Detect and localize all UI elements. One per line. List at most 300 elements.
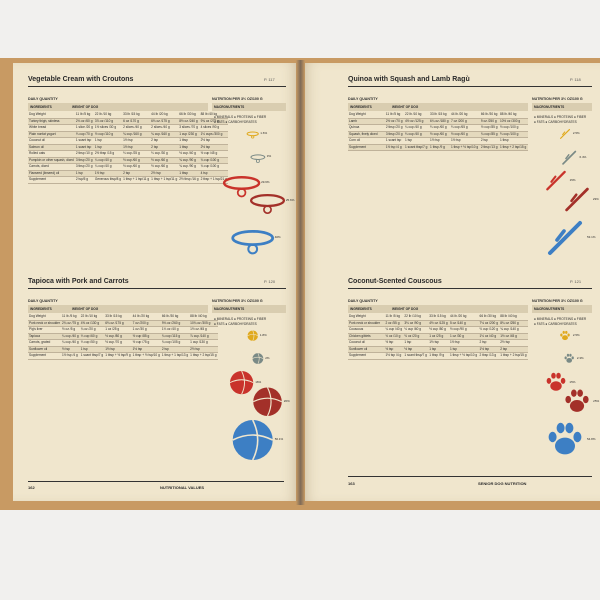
daily-quantity-label: DAILY QUANTITY [28,97,58,101]
macro-mark-fiber [547,373,566,391]
quantity-cell: 1 tbsp + 2 tsp/15 g [189,353,217,360]
quantity-cell: 5 oz /140 g [449,320,479,327]
ingredient-name: Lamb [348,118,385,125]
quantity-cell: 33 lb /15 kg [122,112,150,118]
quantity-cell: ⅓ cup /70 g [75,131,94,138]
macronutrient-chart [532,330,592,450]
macro-mark-minerals [561,130,570,139]
quantity-cell: 4⅝ oz /130 g [80,320,105,327]
table-row [28,177,228,184]
quantity-cell: ½ cup /60 g [150,164,178,171]
macro-mark-minerals [560,331,570,340]
quantity-cell: ½ cup /80 g [428,327,449,334]
quantity-cell: 1½ slices /30 g [94,125,122,132]
quantity-cell: 2½ tsp [150,170,178,177]
quantity-cell: 1 tbsp /9 g [429,144,450,151]
quantity-cell: 1 scant tsp [75,144,94,151]
macro-mark-proteins [252,353,263,364]
quantity-cell: 1½ tsp [94,170,122,177]
quantity-cell: 9¾ oz /275 g [200,118,228,125]
quantity-cell: ½ cup /85 g [480,125,499,132]
quantity-cell: ¾ cup /100 g [200,164,228,171]
quantity-cell: 1½ tsp [122,144,150,151]
quantity-cell: 2 oz /55 g [384,320,403,327]
right-page-number: 163 [348,481,355,486]
legend-line-2: ● FATS ● CARBOHYDRATES [534,120,577,124]
quantity-cell: 1⅓ oz /40 g [161,327,189,334]
quantity-cell: 2 tsp/5 g [75,177,94,184]
legend-line-1: ● MINERALS ● PROTEINS ● FIBER [214,317,267,321]
macro-value-carbohydrates: 53.1% [587,235,596,239]
quantity-cell: 1 scant tbsp/7 g [404,144,429,151]
quantity-cell: ¼ cup /40 g [94,157,122,164]
quantity-cell: 2⅛ oz /60 g [75,118,94,125]
quantity-cell: 1½ tsp [450,138,480,145]
quantity-cell: ½ cup /70 g [104,340,131,347]
macro-value-proteins: 2.3% [576,355,584,360]
quantity-cell: 6¼ oz /180 g [429,118,450,125]
quantity-cell: 1½ tsp [449,340,479,347]
quantity-cell: 1 tbsp [499,138,528,145]
quantity-cell: 2½ tsp [189,346,217,353]
quantity-cell: ¼ cup /40 g [61,340,80,347]
weight-of-dog-header: WEIGHT OF DOG [72,105,99,109]
ingredient-name: Couscous [348,327,384,334]
quantity-cell: ½ cup /60 g [122,157,150,164]
table-row [28,353,218,360]
quantity-cell: 2 tbsp /13 g [480,144,499,151]
quantity-cell: 2½ tsp [200,138,228,145]
quantity-table [28,112,228,184]
left-footer-rule [28,481,284,482]
recipe-title: Coconut-Scented Couscous [348,278,442,285]
ingredient-name: Flaxseed (linseed) oil [28,170,75,177]
macro-value-fiber: 15% [569,379,576,384]
quantity-cell: ½ cup /60 g [150,157,178,164]
quantity-cell: 2 slices /40 g [150,125,178,132]
ingredient-name: Chicken giblets [348,333,384,340]
ingredient-name: Supplement [28,177,75,184]
quantity-cell: 66 lb /30 kg [178,112,199,118]
quantity-cell: 1 cup /130 g [189,340,217,347]
quantity-cell: 33 lb /15 kg [104,314,131,320]
quantity-cell: 1 oz /30 g [449,333,479,340]
quantity-cell: 1 tsp [404,138,429,145]
quantity-cell: ½ cup /110 g [94,131,122,138]
quantity-cell: 88 lb /40 kg [189,314,217,320]
ingredient-name: Corn oil [348,138,385,145]
weight-of-dog-header: WEIGHT OF DOG [392,307,419,311]
quantity-cell: 22 lb /10 kg [404,112,429,118]
quantity-cell: ⅓ cup /60 g [80,333,105,340]
quantity-cell: 1 tsp [403,340,428,347]
quantity-cell: 2 tsp [150,144,178,151]
quantity-cell: 22 lb /10 kg [80,314,105,320]
ingredient-name: Salmon oil [28,144,75,151]
nutrition-per-label: NUTRITION PER 3½ OZ/100 G [532,97,583,101]
quantity-cell: 1 tsp [94,144,122,151]
quantity-cell: ½ tsp [403,346,428,353]
quantity-cell: 11 lb /5 kg [61,314,80,320]
recipe-page-ref: P. 117 [264,77,275,82]
quantity-cell: 1 tbsp + 1 tsp/11 g [150,177,178,184]
quantity-cell: ½ cup /60 g [122,164,150,171]
ingredient-name: Squash, finely diced [348,131,385,138]
quantity-cell: ¾ cup /100 g [200,157,228,164]
recipe-page-ref: P. 120 [264,279,276,284]
quantity-cell: 11 lb /5 kg [385,112,404,118]
quantity-cell: 1 oz /25 g [104,327,131,334]
quantity-cell: 1 oz /25 g [428,333,449,340]
quantity-cell: 1 slice /20 g [75,125,94,132]
book-gutter [296,60,305,505]
quantity-cell: 1½ tsp /4 g [385,144,404,151]
legend-line-1: ● MINERALS ● PROTEINS ● FIBER [214,115,267,119]
title-rule [348,86,592,87]
quantity-cell: 2 tbsp /10 g [75,151,94,158]
quantity-cell: ¾ cup /85 g [480,131,499,138]
quantity-cell: ⅓ oz /10 g [384,333,403,340]
quantity-cell: 2½ tsp [200,144,228,151]
quantity-cell: 1 tbsp [178,138,199,145]
quantity-cell: 88 lb /40 kg [499,314,528,320]
quantity-cell: 3 slices /70 g [178,125,199,132]
quantity-cell: 2 tsp [161,346,189,353]
left-page-number: 162 [28,485,35,490]
weight-of-dog-header: WEIGHT OF DOG [72,307,99,311]
macro-value-fats: 26% [283,398,290,403]
quantity-cell: 66 lb /30 kg [161,314,189,320]
ingredient-name: Sunflower oil [28,346,61,353]
quantity-cell: 1½ tsp [479,346,500,353]
quantity-cell: 7 oz /200 g [132,320,161,327]
quantity-cell: ½ cup /60 g [429,131,450,138]
quantity-table [28,314,218,360]
quantity-cell: 3⅛ oz /90 g [403,320,428,327]
quantity-cell: 3 tbsp /20 g [75,157,94,164]
quantity-cell: 1 tsp [75,170,94,177]
ingredient-name: Coconut oil [348,340,384,347]
quantity-cell: ⅓ cup /25 g [122,151,150,158]
quantity-cell: 1½ tsp /4 g [61,353,80,360]
quantity-cell: 2 tbsp /20 g [385,125,404,132]
macro-mark-carbohydrates [549,423,582,455]
ingredients-header: INGREDIENTS [350,105,372,109]
quantity-cell: 1 tbsp /9 g [428,353,449,360]
quantity-table [348,314,528,360]
ingredient-name: Pumpkin or other squash, diced [28,157,75,164]
quantity-cell: 1 tsp [94,138,122,145]
nutrition-per-label: NUTRITION PER 3½ OZ/100 G [212,299,263,303]
quantity-cell: 1 tbsp + 1 tsp/13 g [161,353,189,360]
quantity-cell: 4 tsp [200,170,228,177]
legend-line-2: ● FATS ● CARBOHYDRATES [214,120,257,124]
macro-value-proteins: 3% [266,154,272,159]
quantity-cell: 1 tsp [80,346,105,353]
quantity-cell: 1½ tsp [122,138,150,145]
quantity-cell: 2 tsp [122,170,150,177]
quantity-cell: 1 tbsp + ½ tsp/10 g [132,353,161,360]
title-rule [28,288,286,289]
quantity-cell: 88 lb /40 kg [200,112,228,118]
quantity-cell: 1 tbsp + 1 tsp/11 g [122,177,150,184]
quantity-cell: ½ cup /75 g [132,340,161,347]
quantity-cell: 1 scant tbsp/7 g [80,353,105,360]
quantity-cell: 1½ oz /45 g [499,333,528,340]
quantity-cell: 1 scant tsp [75,138,94,145]
title-rule [348,288,592,289]
quantity-cell: ½ cup /40 g [178,151,199,158]
macro-mark-fiber [224,177,259,196]
quantity-cell: 9⅛ oz /260 g [161,320,189,327]
quantity-cell: 2 tsp [479,340,500,347]
quantity-cell: 22 lb /10 kg [94,112,122,118]
ingredient-name: Rolled oats [28,151,75,158]
title-rule [28,86,286,87]
quantity-cell: 10½ oz /300 g [499,118,528,125]
quantity-cell: ⅔ oz /20 g [403,333,428,340]
quantity-cell: 2 tsp [499,346,528,353]
macronutrients-label: MACRONUTRIENTS [214,307,245,311]
quantity-cell: ½ cup /90 g [449,327,479,334]
macro-mark-fats [253,387,282,416]
daily-quantity-label: DAILY QUANTITY [348,299,378,303]
quantity-cell: 33 lb /15 kg [429,112,450,118]
quantity-cell: 2½ oz /70 g [385,118,404,125]
quantity-cell: 3 tbsp /20 g [75,164,94,171]
quantity-cell: 33 lb /15 kg [428,314,449,320]
table-row [348,353,528,360]
quantity-cell: 3 tbsp /20 g [385,131,404,138]
ingredient-name: Carrots, diced [28,164,75,171]
quantity-cell: 8¾ oz /250 g [499,320,528,327]
ingredient-name: Coconut oil [28,138,75,145]
recipe-title: Quinoa with Squash and Lamb Ragù [348,76,470,83]
ingredients-header: INGREDIENTS [30,307,52,311]
quantity-cell: 1 tsp [428,346,449,353]
macro-value-minerals: 2.5% [572,130,580,135]
quantity-cell: 1 tsp [449,346,479,353]
macro-value-minerals: 1.6% [260,130,268,135]
legend-line-2: ● FATS ● CARBOHYDRATES [534,322,577,326]
quantity-cell: ¾ cup /140 g [499,327,528,334]
ingredient-name: Dog Weight [28,112,75,118]
ingredient-name: Supplement [28,353,61,360]
quantity-cell: ¼ cup /40 g [404,125,429,132]
quantity-cell: 1½ tsp [429,138,450,145]
macro-mark-proteins [563,152,575,164]
quantity-cell: 44 lb /20 kg [132,314,161,320]
macro-mark-carbohydrates [233,420,273,460]
quantity-cell: 1 tbsp + ½ tsp/10 g [450,144,480,151]
quantity-cell: 2¾ oz /75 g [61,320,80,327]
quantity-cell: 2 tbsp + 1 tsp/21 g [200,177,228,184]
quantity-cell: 44 lb /20 kg [449,314,479,320]
quantity-cell: 7 oz /200 g [450,118,480,125]
quantity-cell: 1½ tsp /4 g [384,353,403,360]
nutrition-per-label: NUTRITION PER 3½ OZ/100 G [532,299,583,303]
quantity-cell: 2 tsp [150,138,178,145]
quantity-cell: 6⅛ oz /175 g [104,320,131,327]
quantity-cell: ⅞ cup /140 g [189,333,217,340]
daily-quantity-label: DAILY QUANTITY [348,97,378,101]
macro-value-fats: 23% [592,196,599,201]
quantity-cell: 1 scant tbsp/7 g [403,353,428,360]
recipe-page-ref: P. 121 [570,279,582,284]
legend-line-2: ● FATS ● CARBOHYDRATES [214,322,257,326]
macro-mark-proteins [251,155,265,163]
quantity-cell: 88 lb /40 kg [499,112,528,118]
quantity-cell: 11 lb /5 kg [75,112,94,118]
macro-mark-fats [567,189,588,210]
nutrition-per-label: NUTRITION PER 3½ OZ/100 G [212,97,263,101]
quantity-cell: ⅓ cup /50 g [80,340,105,347]
macro-mark-minerals [247,330,257,340]
legend-line-1: ● MINERALS ● PROTEINS ● FIBER [534,317,587,321]
quantity-cell: 1⅓ oz /40 g [479,333,500,340]
quantity-cell: ⅓ cup /40 g [404,131,429,138]
quantity-cell: ½ tsp [384,346,403,353]
quantity-cell: ⅓ cup /65 g [450,125,480,132]
ingredient-name: Pork neck or shoulder [348,320,384,327]
recipe-page-ref: P. 118 [570,77,581,82]
quantity-cell: 1 tbsp [178,170,199,177]
quantity-cell: 6 oz /170 g [122,118,150,125]
quantity-cell: ⅔ cup /100 g [499,131,528,138]
ingredient-name: Supplement [348,353,384,360]
quantity-cell: ¼ cup /40 g [94,164,122,171]
quantity-cell: 44 lb /20 kg [450,112,480,118]
quantity-cell: 1 tbsp + 2 tsp/15 g [499,144,528,151]
table-header [28,305,208,313]
ingredient-name: Carrots, grated [28,340,61,347]
quantity-cell: ⅓ cup /30 g [150,151,178,158]
quantity-cell: ½ tsp [61,346,80,353]
quantity-cell: 4½ oz /125 g [404,118,429,125]
macro-mark-fats [565,389,588,411]
quantity-cell: 4 slices /90 g [200,125,228,132]
legend-line-1: ● MINERALS ● PROTEINS ● FIBER [534,115,587,119]
quantity-cell: 2½ tsp [499,340,528,347]
quantity-cell: ½ cup /85 g [132,333,161,340]
macro-mark-minerals [247,132,258,138]
macro-mark-fiber [547,172,564,189]
ingredient-name: Dog Weight [28,314,61,320]
ingredients-header: INGREDIENTS [30,105,52,109]
recipe-title: Tapioca with Pork and Carrots [28,278,129,285]
quantity-cell: ¾ oz /20 g [80,327,105,334]
macronutrients-label: MACRONUTRIENTS [534,105,565,109]
macro-mark-proteins [565,354,574,363]
quantity-cell: ⅓ cup /60 g [429,125,450,132]
quantity-cell: 1⅓ cups /300 g [200,131,228,138]
right-footer-rule [348,476,592,477]
weight-of-dog-header: WEIGHT OF DOG [392,105,419,109]
quantity-cell: 11 lb /5 kg [384,314,403,320]
quantity-cell: 2 slices /40 g [122,125,150,132]
ingredients-header: INGREDIENTS [350,307,372,311]
quantity-cell: 1½ tsp [428,340,449,347]
macronutrient-chart [212,128,286,248]
table-row [348,144,528,151]
table-header [348,103,528,111]
ingredient-name: Dog Weight [348,112,385,118]
quantity-cell: ¾ cup /115 g [161,333,189,340]
quantity-cell: ¼ cup /40 g [61,333,80,340]
quantity-cell: 66 lb /30 kg [479,314,500,320]
quantity-table [348,112,528,151]
quantity-cell: 1½ oz /45 g [189,327,217,334]
ingredient-name: White bread [28,125,75,132]
ingredient-name: Pig's liver [28,327,61,334]
quantity-cell: ¼ cup /40 g [384,327,403,334]
quantity-cell: ½ cup /45 g [200,151,228,158]
macro-value-fats: 25% [593,398,600,403]
macro-value-proteins: 6.4% [579,154,587,159]
recipe-title: Vegetable Cream with Croutons [28,76,134,83]
quantity-cell: ½ oz /5 g [61,327,80,334]
quantity-cell: 3⅞ oz /110 g [94,118,122,125]
quantity-cell: 6⅛ oz /175 g [150,118,178,125]
table-header [28,103,208,111]
quantity-cell: ½ tsp [384,340,403,347]
left-section-title: NUTRITIONAL VALUES [160,485,205,490]
quantity-cell: ¾ cup /105 g [161,340,189,347]
daily-quantity-label: DAILY QUANTITY [28,299,58,303]
macro-value-carbohydrates: 40% [274,235,281,239]
macronutrients-label: MACRONUTRIENTS [214,105,245,109]
macronutrients-label: MACRONUTRIENTS [534,307,565,311]
quantity-cell: 1 tbsp + 2 tsp/15 g [499,353,528,360]
ingredient-name: Supplement [348,144,385,151]
macronutrient-chart [532,128,592,248]
macro-value-minerals: 2.5% [572,332,580,337]
quantity-cell: 44 lb /20 kg [150,112,178,118]
quantity-cell: ¾ cup /90 g [178,157,199,164]
quantity-cell: ¾ cup /160 g [122,131,150,138]
quantity-cell: 1½ tsp [104,346,131,353]
quantity-cell: 2 tsp [480,138,499,145]
quantity-cell: 9 oz /250 g [480,118,499,125]
quantity-cell: ½ cup /80 g [104,333,131,340]
quantity-cell: 10¾ oz /305 g [189,320,217,327]
ingredient-name: Tapioca [28,333,61,340]
quantity-cell: ⅔ cup /120 g [479,327,500,334]
macro-value-proteins: 2% [265,355,270,360]
ingredient-name: Sunflower oil [348,346,384,353]
macro-value-fats: 25.6% [285,197,295,202]
macro-value-fiber: 29.6% [261,179,270,184]
right-section-title: SENIOR DOG NUTRITION [478,481,527,486]
quantity-cell: ½ cup /100 g [499,125,528,132]
quantity-cell: 4½ oz /125 g [428,320,449,327]
macro-mark-fats [251,195,284,213]
macro-value-minerals: 1.8% [259,332,267,337]
macro-value-carbohydrates: 56.1% [274,437,284,441]
quantity-cell: 7⅛ oz /200 g [479,320,500,327]
ingredient-name: Dog Weight [348,314,384,320]
quantity-cell: ¾ cup /90 g [178,164,199,171]
quantity-cell: 2½ tbsp /15 g [94,151,122,158]
quantity-cell: 2 tbsp /13 g [479,353,500,360]
quantity-cell: Generous tbsp/8 g [94,177,122,184]
quantity-cell: 1 oz /30 g [132,327,161,334]
macro-mark-fiber [230,371,253,394]
quantity-cell: 1 tbsp + ½ tsp/10 g [449,353,479,360]
quantity-cell: 22 lb /10 kg [403,314,428,320]
macro-value-fiber: 15% [569,177,576,182]
ingredient-name: Plain nonfat yogurt [28,131,75,138]
